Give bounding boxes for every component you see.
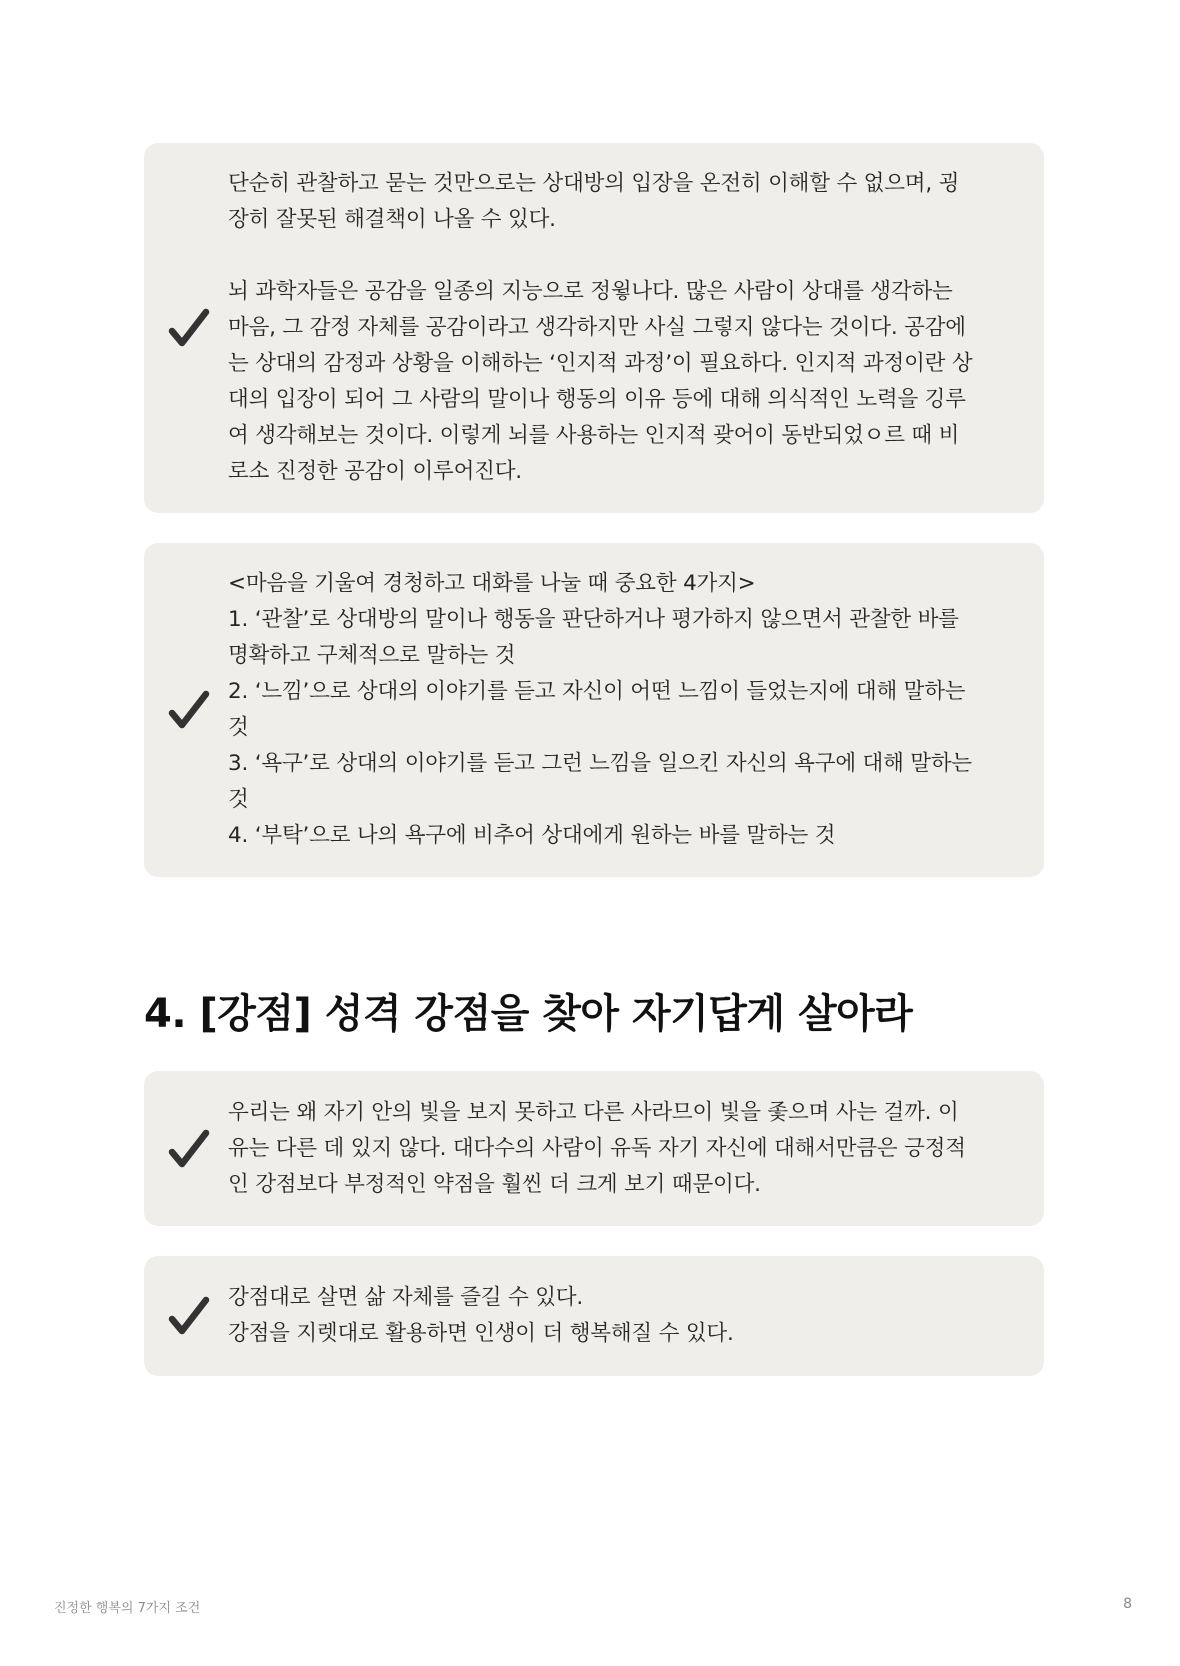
text-line: 장히 잘못된 해결책이 나올 수 있다. [228,207,556,232]
section-title: 4. [강점] 성격 강점을 찾아 자기답게 살아라 [144,991,913,1037]
text-line: 것 [228,715,249,740]
text-line: 강점대로 살면 삶 자체를 즐길 수 있다. [228,1285,583,1310]
text-line: 3. ‘욕구’로 상대의 이야기를 듣고 그런 느낌을 일으킨 자신의 욕구에 대해 말하는 [228,751,973,776]
text-line: 강점을 지렛대로 활용하면 인생이 더 행복해질 수 있다. [228,1321,734,1346]
text-line: 뇌 과학자들은 공감을 일종의 지능으로 정윟나다. 많은 사람이 상대를 생각하는 [228,279,953,304]
card-paragraph [228,1280,1018,1352]
text-line: 단순히 관찰하고 묻는 것만으로는 상대방의 입장을 온전히 이해할 수 없으며, 굉 [228,171,960,196]
card-paragraph [228,166,1018,238]
text-line: 4. ‘부탁’으로 나의 욕구에 비추어 상대에게 원하는 바를 말하는 것 [228,823,836,848]
page-number: 8 [1123,1596,1132,1612]
text-line: 1. ‘관찰’로 상대방의 말이나 행동을 판단하거나 평가하지 않으면서 관찰한 바를 [228,607,959,632]
checkmark-icon [164,685,214,735]
text-line: 것 [228,787,249,812]
text-line: 유는 다른 데 있지 않다. 대다수의 사람이 유독 자기 자신에 대해서만큼은 긍정적 [228,1135,966,1161]
text-line: 우리는 왜 자기 안의 빛을 보지 못하고 다른 사라므이 빛을 좇으며 사는 걸까. 이 [228,1099,959,1125]
checkmark-icon [164,1124,214,1174]
footer-book-title: 진정한 행복의 7가지 조건 [54,1601,201,1616]
text-line: 로소 진정한 공감이 이루어진다. [228,459,522,484]
text-line: 마음, 그 감정 자체를 공감이라고 생각하지만 사실 그렇지 않다는 것이다. 공감에 [228,315,966,340]
content-card [144,143,1044,513]
text-line: 인 강점보다 부정적인 약점을 훨씬 더 크게 보기 때문이다. [228,1171,761,1197]
checkmark-icon [164,1291,214,1341]
content-card [144,1071,1044,1226]
text-line: <마음을 기울여 경청하고 대화를 나눌 때 중요한 4가지> [228,571,756,596]
card-paragraph [228,274,1018,490]
text-line: 대의 입장이 되어 그 사람의 말이나 행동의 이유 등에 대해 의식적인 노력을 깅루 [228,387,966,412]
card-paragraph [228,566,1018,854]
text-line: 여 생각해보는 것이다. 이렇게 뇌를 사용하는 인지적 괒어이 동반되었ㅇ르 때 비 [228,423,960,448]
card-paragraph [228,1095,1018,1203]
text-line: 는 상대의 감정과 상황을 이해하는 ‘인지적 과정’이 필요하다. 인지적 과정이란 상 [228,351,973,376]
text-line: 명확하고 구체적으로 말하는 것 [228,643,516,668]
content-card [144,543,1044,877]
text-line: 2. ‘느낌’으로 상대의 이야기를 듣고 자신이 어떤 느낌이 들었는지에 대해 말하는 [228,679,966,704]
checkmark-icon [164,303,214,353]
content-card [144,1256,1044,1376]
